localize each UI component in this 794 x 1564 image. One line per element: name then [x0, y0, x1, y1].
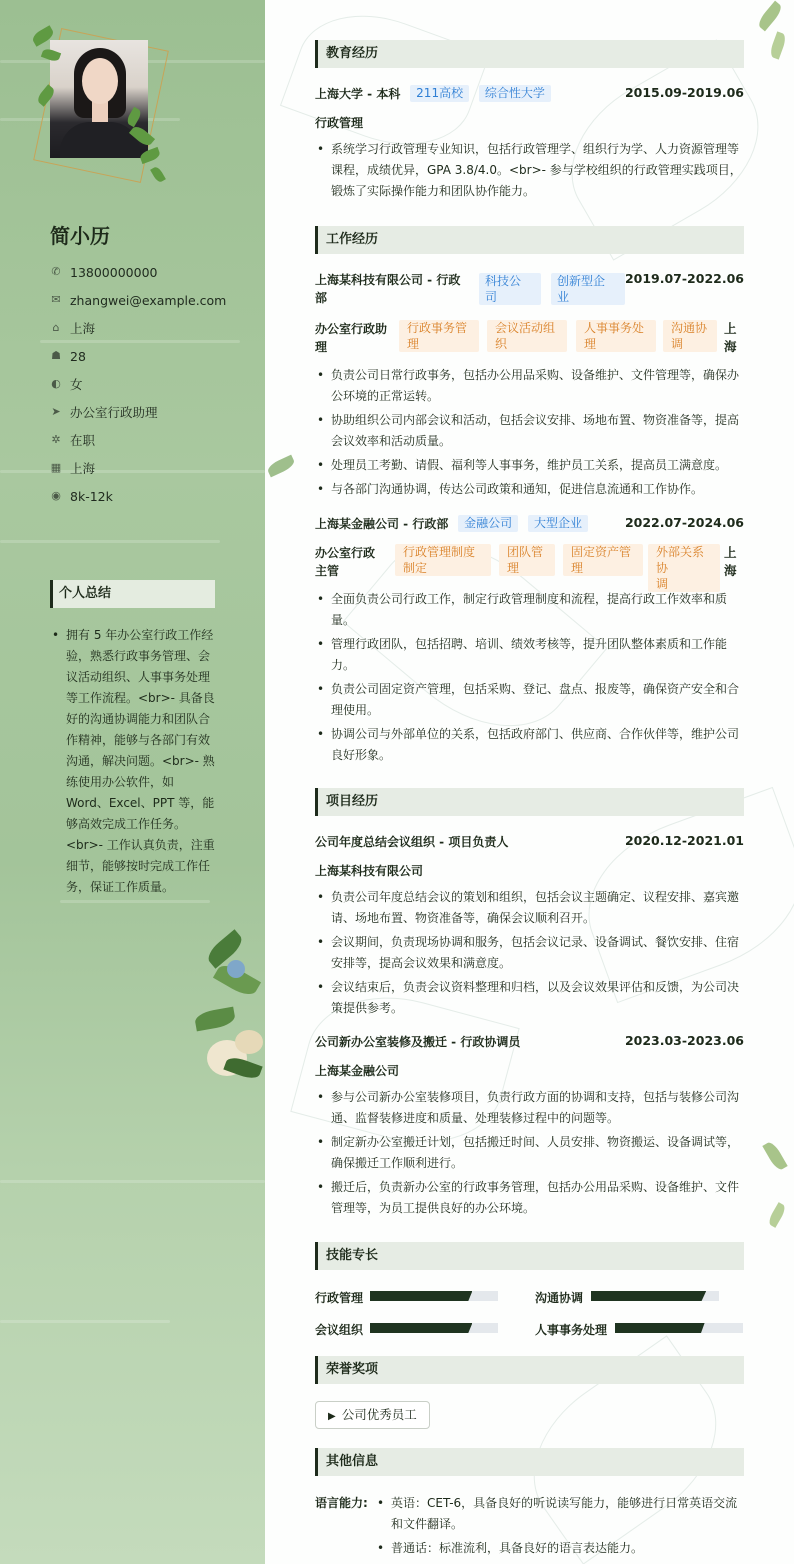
contact-item	[50, 286, 226, 314]
education-major: 行政管理	[315, 116, 364, 130]
job-header-row	[315, 515, 744, 535]
sidebar	[0, 0, 265, 1564]
award-label: 公司优秀员工	[341, 1407, 417, 1422]
play-icon: ▶	[328, 1411, 336, 1422]
contact-list	[50, 258, 226, 510]
leaf-decoration	[266, 455, 296, 478]
skill-tag: 沟通协 调	[663, 320, 717, 352]
leaf-decoration	[767, 1202, 788, 1228]
skill-tag: 外部关系协 调	[648, 544, 720, 592]
project-header-row	[315, 1033, 744, 1053]
phone-icon: ✆	[51, 265, 61, 278]
job-role: 办公室行政 主管	[315, 546, 376, 578]
leaf-decoration	[756, 1, 784, 32]
project-bullet: • 制定新办公室搬迁计划，包括搬迁时间、人员安排、物资搬运、设备调试等，确保搬迁工作顺利进行。	[315, 1132, 744, 1174]
company-tag: 金融公司	[458, 515, 518, 532]
job-bullet: • 全面负责公司行政工作，制定行政管理制度和流程，提高行政工作效率和质量。	[315, 589, 744, 631]
language-list	[375, 1493, 747, 1559]
skill-tag: 会议活动组 织	[487, 320, 567, 352]
job-bullet: • 管理行政团队，包括招聘、培训、绩效考核等，提升团队整体素质和工作能力。	[315, 634, 744, 676]
skill-level-fill	[370, 1291, 472, 1301]
contact-value: 上海	[70, 461, 96, 476]
company-tag: 创新型企 业	[551, 273, 625, 305]
projects-heading: 项目经历	[315, 788, 744, 816]
building-icon: ▦	[50, 461, 62, 474]
honors-heading: 荣誉奖项	[315, 1356, 744, 1384]
skill-label: 行政管理	[315, 1291, 364, 1305]
work-heading: 工作经历	[315, 226, 744, 254]
company-tag: 大型企业	[528, 515, 588, 532]
candidate-name: 简小历	[50, 224, 110, 248]
job-bullet: • 负责公司固定资产管理，包括采购、登记、盘点、报废等，确保资产安全和合理使用。	[315, 679, 744, 721]
job-role-row	[315, 320, 744, 356]
contact-item	[50, 482, 226, 510]
project-bullet: • 负责公司年度总结会议的策划和组织，包括会议主题确定、议程安排、嘉宾邀请、场地布置、物资准备等，确保会议顺利召开。	[315, 887, 744, 929]
summary-heading: 个人总结	[50, 580, 215, 608]
background-stroke	[0, 540, 220, 543]
company-tag: 科技公 司	[479, 273, 541, 305]
school-tag: 211高校	[410, 85, 469, 102]
background-stroke	[0, 1320, 170, 1323]
skill-tag: 行政事务管 理	[399, 320, 479, 352]
project-bullet: • 搬迁后，负责新办公室的行政事务管理，包括办公用品采购、设备维护、文件管理等，为员工提供良好的办公环境。	[315, 1177, 744, 1219]
other-heading: 其他信息	[315, 1448, 744, 1476]
project-name: 公司新办公室装修及搬迁 - 行政协调员	[315, 1035, 521, 1049]
project-date: 2020.12-2021.01	[624, 833, 744, 848]
age-icon: ☗	[51, 349, 61, 362]
contact-value: 办公室行政助理	[70, 405, 158, 420]
education-header-row	[315, 85, 744, 105]
skill-level-fill	[370, 1323, 472, 1333]
language-item: • 普通话：标准流利，具备良好的语言表达能力。	[375, 1538, 747, 1559]
mail-icon: ✉	[51, 293, 61, 306]
language-label: 语言能力:	[315, 1496, 368, 1510]
project-bullets	[315, 1087, 744, 1219]
home-icon: ⌂	[52, 321, 60, 334]
project-bullets	[315, 887, 744, 1019]
job-bullet: • 负责公司日常行政事务，包括办公用品采购、设备维护、文件管理等，确保办公环境的正常运转。	[315, 365, 744, 407]
contact-value: zhangwei@example.com	[70, 292, 227, 308]
contact-item	[50, 454, 226, 482]
project-bullet: • 会议结束后，负责会议资料整理和归档，以及会议效果评估和反馈，为公司决策提供参考。	[315, 977, 744, 1019]
skill-tag: 人事事务处 理	[576, 320, 656, 352]
gender-icon: ◐	[51, 377, 61, 390]
job-bullet: • 协调公司与外部单位的关系，包括政府部门、供应商、合作伙伴等，维护公司良好形象。	[315, 724, 744, 766]
contact-item	[50, 314, 226, 342]
contact-item	[50, 370, 226, 398]
job-bullet: • 与各部门沟通协调，传达公司政策和通知，促进信息流通和工作协作。	[315, 479, 744, 500]
project-org: 上海某科技有限公司	[315, 864, 424, 878]
leaf-decoration	[768, 31, 787, 59]
job-bullet: • 处理员工考勤、请假、福利等人事事务，维护员工关系，提高员工满意度。	[315, 455, 744, 476]
skills-heading: 技能专长	[315, 1242, 744, 1270]
job-header-row	[315, 271, 744, 311]
job-role-row	[315, 544, 744, 591]
skill-label: 人事事务处理	[535, 1323, 608, 1337]
job-city: 上 海	[724, 321, 737, 354]
salary-icon: ◉	[51, 489, 61, 502]
skill-tag: 行政管理制度 制定	[395, 544, 491, 576]
skill-level-bar	[370, 1323, 498, 1333]
project-org: 上海某金融公司	[315, 1064, 400, 1078]
contact-value: 13800000000	[70, 264, 158, 280]
project-name: 公司年度总结会议组织 - 项目负责人	[315, 835, 509, 849]
education-description: • 系统学习行政管理专业知识，包括行政管理学、组织行为学、人力资源管理等课程，成绩优异，GPA 3.8/4.0。<br>- 参与学校组织的行政管理实践项目，锻炼了实际操作能力和团队协作能力。	[315, 139, 744, 202]
education-heading: 教育经历	[315, 40, 744, 68]
job-date: 2022.07-2024.06	[624, 515, 744, 530]
project-date: 2023.03-2023.06	[624, 1033, 744, 1048]
skill-level-bar	[370, 1291, 498, 1301]
leaf-decoration	[150, 165, 166, 183]
job-bullets	[315, 365, 744, 500]
job-bullets	[315, 589, 744, 766]
skill-label: 沟通协调	[535, 1291, 584, 1305]
send-icon: ➤	[51, 405, 61, 418]
skill-level-fill	[615, 1323, 705, 1333]
flower-decoration	[195, 930, 265, 1090]
school-tag: 综合性大学	[479, 85, 551, 102]
contact-item	[50, 398, 226, 426]
status-icon: ✲	[51, 433, 61, 446]
contact-item	[50, 258, 226, 286]
job-date: 2019.07-2022.06	[624, 271, 744, 286]
skill-tag: 团队管 理	[499, 544, 555, 576]
award-item[interactable]	[315, 1401, 430, 1429]
background-stroke	[0, 1180, 265, 1183]
company-name: 上海某科技有限公司 - 行政 部	[315, 273, 461, 305]
project-bullet: • 参与公司新办公室装修项目，负责行政方面的协调和支持，包括与装修公司沟通、监督装修进度和质量、处理装修过程中的问题等。	[315, 1087, 744, 1129]
skill-level-fill	[591, 1291, 706, 1301]
company-name: 上海某金融公司 - 行政部	[315, 517, 449, 531]
background-stroke	[60, 900, 210, 903]
skill-level-bar	[591, 1291, 719, 1301]
contact-value: 8k-12k	[70, 488, 113, 504]
contact-item	[50, 342, 226, 370]
avatar-frame	[40, 30, 165, 190]
leaf-decoration	[762, 1140, 787, 1172]
skill-label: 会议组织	[315, 1323, 364, 1337]
contact-value: 28	[70, 348, 86, 364]
skill-level-bar	[615, 1323, 743, 1333]
contact-item	[50, 426, 226, 454]
project-bullet: • 会议期间，负责现场协调和服务，包括会议记录、设备调试、餐饮安排、住宿安排等，提高会议效果和满意度。	[315, 932, 744, 974]
language-item: • 英语：CET-6，具备良好的听说读写能力，能够进行日常英语交流 和文件翻译。	[375, 1493, 747, 1535]
job-city: 上 海	[724, 545, 737, 578]
contact-value: 女	[70, 377, 83, 392]
project-header-row	[315, 833, 744, 853]
school-name: 上海大学 - 本科	[315, 87, 401, 101]
contact-value: 上海	[70, 321, 96, 336]
main-content	[265, 0, 794, 1564]
contact-value: 在职	[70, 433, 96, 448]
education-date: 2015.09-2019.06	[624, 85, 744, 100]
summary-text: • 拥有 5 年办公室行政工作经验，熟悉行政事务管理、会议活动组织、人事事务处理等工作流程。<br>- 具备良好的沟通协调能力和团队合作精神，能够与各部门有效沟通，解决问题。<br>- 熟练使用办公软件，如 Word、Excel、PPT 等，能够高效完成工作任务。<br>- 工作认真负责，注重细节，能够按时完成工作任务，保证工作质量。	[50, 625, 215, 898]
avatar	[50, 40, 148, 158]
job-role: 办公室行政助 理	[315, 322, 388, 354]
skill-tag: 固定资产管 理	[563, 544, 643, 576]
job-bullet: • 协助组织公司内部会议和活动，包括会议安排、场地布置、物资准备等，提高会议效率和活动质量。	[315, 410, 744, 452]
